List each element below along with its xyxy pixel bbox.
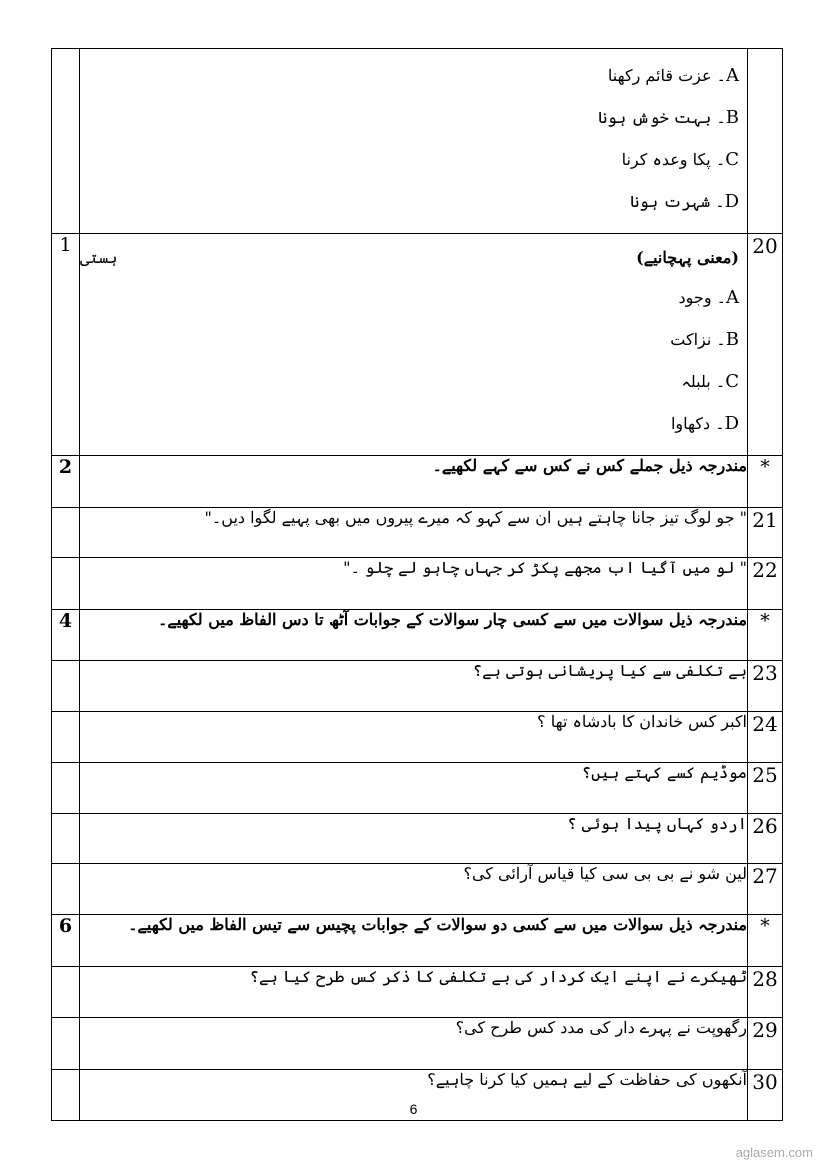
question-hint: (معنی پہچانیے): [636, 248, 739, 267]
section-title: مندرجہ ذیل سوالات میں سے کسی دو سوالات کے جوابات پچیس سے تیس الفاظ میں لکھیے۔: [80, 915, 748, 967]
question-row-21: [52, 508, 783, 558]
mark-cell: 1: [52, 234, 80, 456]
question-number: 21: [748, 508, 783, 558]
option-b: ۔ نزاکتB: [670, 329, 739, 350]
options-row: [52, 49, 783, 234]
section-row: [52, 915, 783, 967]
question-text: لین شو نے بی بی سی کیا قیاس آرائی کی؟: [80, 864, 748, 915]
question-text: رگھوپت نے پہرے دار کی مدد کس طرح کی؟: [80, 1018, 748, 1070]
question-row-24: [52, 712, 783, 763]
question-row-28: [52, 967, 783, 1018]
section-title: مندرجہ ذیل جملے کس نے کس سے کہے لکھیے۔: [80, 456, 748, 508]
question-header: [80, 234, 747, 267]
question-number: 24: [748, 712, 783, 763]
question-number: 22: [748, 558, 783, 610]
option-d: ۔ شہرت ہوناD: [630, 191, 739, 212]
question-number: 25: [748, 763, 783, 814]
question-text: اکبر کس خاندان کا بادشاہ تھا ؟: [80, 712, 748, 763]
question-number: 26: [748, 814, 783, 864]
question-word: ہستی: [80, 248, 118, 267]
question-row-22: [52, 558, 783, 610]
section-mark: 6: [52, 915, 80, 967]
question-number: 29: [748, 1018, 783, 1070]
section-star: *: [748, 915, 783, 967]
question-number: 27: [748, 864, 783, 915]
question-number: 30: [748, 1070, 783, 1121]
question-text: آنکھوں کی حفاظت کے لیے ہمیں کیا کرنا چاہیے؟: [80, 1070, 748, 1121]
question-row-23: [52, 661, 783, 712]
question-row-27: [52, 864, 783, 915]
option-c: ۔ پکا وعدہ کرناC: [621, 149, 739, 170]
question-number: 23: [748, 661, 783, 712]
section-mark: 4: [52, 610, 80, 661]
section-row: [52, 456, 783, 508]
mark-cell: [52, 49, 80, 234]
question-text: بے تکلفی سے کیا پریشانی ہوتی ہے؟: [80, 661, 748, 712]
option-d: ۔ دکھاواD: [670, 413, 739, 434]
section-star: *: [748, 610, 783, 661]
section-star: *: [748, 456, 783, 508]
question-row-26: [52, 814, 783, 864]
question-row-25: [52, 763, 783, 814]
options-cell: [80, 49, 748, 234]
question-text: " جو لوگ تیز جانا چاہتے ہیں ان سے کہو کہ میرے پیروں میں بھی پہیے لگوا دیں۔": [80, 508, 748, 558]
question-text: موڈیم کسے کہتے ہیں؟: [80, 763, 748, 814]
question-number: 28: [748, 967, 783, 1018]
question-row-29: [52, 1018, 783, 1070]
question-text: ٹھیکرے نے اپنے ایک کردار کی بے تکلفی کا ذکر کس طرح کیا ہے؟: [80, 967, 748, 1018]
number-cell: [748, 49, 783, 234]
option-b: ۔ بہت خوش ہوناB: [598, 107, 739, 128]
page-number: 6: [409, 1101, 418, 1117]
question-text: " لو میں آگیا اب مجھے پکڑ کر جہاں چاہو لے چلو ۔": [80, 558, 748, 610]
section-title: مندرجہ ذیل سوالات میں سے کسی چار سوالات کے جوابات آٹھ تا دس الفاظ میں لکھیے۔: [80, 610, 748, 661]
watermark: aglasem.com: [735, 1145, 813, 1160]
question-number: 20: [748, 234, 783, 456]
section-mark: 2: [52, 456, 80, 508]
question-row-20: [52, 234, 783, 456]
option-c: ۔ بلبلہC: [681, 371, 739, 392]
option-a: ۔ وجودA: [678, 287, 739, 308]
question-body: [80, 234, 748, 456]
question-text: اردو کہاں پیدا ہوئی ؟: [80, 814, 748, 864]
section-row: [52, 610, 783, 661]
question-table: [51, 48, 783, 1121]
option-a: ۔ عزت قائم رکھناA: [607, 65, 739, 86]
